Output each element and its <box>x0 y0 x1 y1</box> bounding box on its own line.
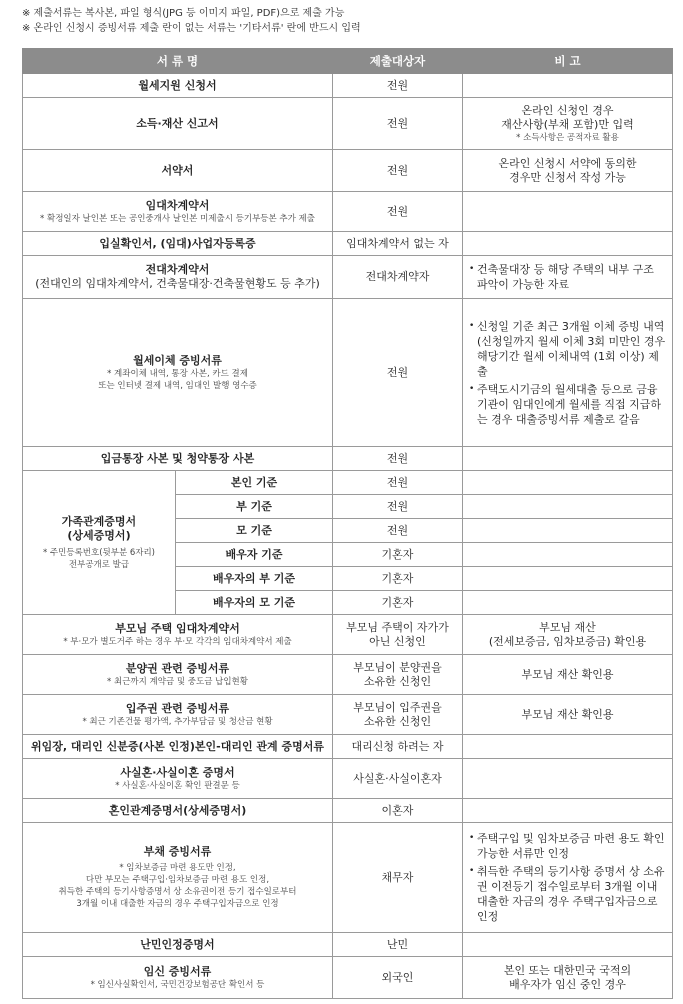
row-name: 혼인관계증명서(상세증명서) <box>108 803 247 817</box>
row-target: 외국인 <box>333 957 463 999</box>
table-row <box>23 98 673 150</box>
row-name: 서약서 <box>161 163 194 177</box>
row-remark: 부모님 재산 <box>539 620 596 634</box>
table-row <box>23 192 673 232</box>
documents-table <box>22 48 673 999</box>
row-name: 가족관계증명서 <box>61 514 137 528</box>
row-target: 전원 <box>333 471 463 495</box>
row-target: 전대차계약자 <box>333 256 463 299</box>
family-basis: 배우자의 부 기준 <box>212 571 296 585</box>
table-row <box>23 933 673 957</box>
table-row <box>23 471 673 495</box>
row-name-2: (상세증명서) <box>67 528 131 542</box>
row-target: 전원 <box>333 495 463 519</box>
row-name: 임신 증빙서류 <box>143 964 212 978</box>
row-note-2: 전부공개로 발급 <box>68 559 130 570</box>
row-target: 부모님이 입주권을 <box>353 700 442 714</box>
row-note: * 사실혼·사실이혼 확인 판결문 등 <box>115 780 240 791</box>
row-name: 분양권 관련 증빙서류 <box>125 661 230 675</box>
row-note: * 주민등록번호(뒷부분 6자리) <box>42 547 156 558</box>
row-remark-bullet: • 주택구입 및 임차보증금 마련 용도 확인 가능한 서류만 인정 <box>469 831 666 861</box>
row-target: 이혼자 <box>333 799 463 823</box>
row-note-2: 다만 부모는 주택구입·임차보증금 마련 용도 인정, <box>85 875 270 885</box>
family-basis: 본인 기준 <box>230 475 278 489</box>
row-target: 사실혼·사실이혼자 <box>333 759 463 799</box>
row-note-2: 또는 인터넷 결제 내역, 임대인 발행 영수증 <box>98 380 257 391</box>
family-basis: 모 기준 <box>236 523 272 537</box>
table-row <box>23 299 673 447</box>
table-row <box>23 823 673 933</box>
row-name: 난민인정증명서 <box>140 937 215 951</box>
table-row <box>23 735 673 759</box>
row-target-2: 아닌 신청인 <box>369 634 426 648</box>
row-remark: 온라인 신청시 서약에 동의한 <box>498 156 637 170</box>
note-1: ※ 제출서류는 복사본, 파일 형식(JPG 등 이미지 파일, PDF)으로 제출 가능 <box>22 8 345 19</box>
row-target: 임대차계약서 없는 자 <box>333 232 463 256</box>
table-row <box>23 150 673 192</box>
row-remark: 부모님 재산 확인용 <box>463 655 673 695</box>
header-document-name: 서 류 명 <box>23 49 333 74</box>
row-remark-2: 경우만 신청서 작성 가능 <box>509 170 626 184</box>
row-name-2: (전대인의 임대차계약서, 건축물대장·건축물현황도 등 추가) <box>35 277 320 290</box>
table-row <box>23 695 673 735</box>
header-target: 제출대상자 <box>333 49 463 74</box>
row-name: 입실확인서, (임대)사업자등록증 <box>99 236 256 250</box>
row-target: 전원 <box>333 74 463 98</box>
row-target: 전원 <box>333 299 463 447</box>
row-note: * 최근까지 계약금 및 중도금 납입현황 <box>107 676 248 687</box>
row-target: 기혼자 <box>333 567 463 591</box>
row-name: 부모님 주택 임대차계약서 <box>115 621 240 635</box>
row-name: 사실혼·사실이혼 증명서 <box>120 765 235 779</box>
row-target: 전원 <box>333 150 463 192</box>
row-target: 부모님 주택이 자가가 <box>346 620 449 634</box>
row-remark-bullet: • 취득한 주택의 등기사항 증명서 상 소유권 이전등기 접수일로부터 3개월 이내 대출한 자금의 경우 주택구입자금으로 인정 <box>469 864 666 924</box>
row-target-2: 소유한 신청인 <box>363 714 432 728</box>
row-remark-bullet: • 건축물대장 등 해당 주택의 내부 구조 파악이 가능한 자료 <box>469 262 666 292</box>
row-target: 기혼자 <box>333 543 463 567</box>
row-target: 기혼자 <box>333 591 463 615</box>
row-note: * 계좌이체 내역, 통장 사본, 카드 결제 <box>107 368 248 379</box>
header-remark: 비 고 <box>463 49 673 74</box>
row-remark-note: * 소득사항은 공적자료 활용 <box>516 132 619 143</box>
row-target: 부모님이 분양권을 <box>353 660 442 674</box>
row-target: 채무자 <box>333 823 463 933</box>
row-remark: 부모님 재산 확인용 <box>463 695 673 735</box>
row-name: 입주권 관련 증빙서류 <box>125 701 230 715</box>
table-row <box>23 799 673 823</box>
row-name: 소득·재산 신고서 <box>136 116 219 130</box>
family-cert-cell <box>23 471 176 615</box>
row-target: 대리신청 하려는 자 <box>333 735 463 759</box>
family-basis: 부 기준 <box>236 499 272 513</box>
row-remark-2: 배우자가 임신 중인 경우 <box>509 977 626 991</box>
row-name: 전대차계약서 <box>145 263 210 276</box>
row-name: 위임장, 대리인 신분증(사본 인정)본인-대리인 관계 증명서류 <box>31 739 324 753</box>
table-row <box>23 232 673 256</box>
row-target: 전원 <box>333 519 463 543</box>
row-note: * 확정일자 날인본 또는 공인중개사 날인본 미제출시 등기부등본 추가 제출 <box>40 213 315 224</box>
table-row <box>23 256 673 299</box>
notes <box>22 6 672 36</box>
row-note-4: 3개월 이내 대출한 자금의 경우 주택구입자금으로 인정 <box>76 899 279 909</box>
family-basis: 배우자의 모 기준 <box>212 595 296 609</box>
row-name: 임대차계약서 <box>145 198 210 212</box>
family-basis: 배우자 기준 <box>225 547 283 561</box>
row-remark-2: 재산사항(부채 포함)만 입력 <box>501 117 634 131</box>
row-name: 월세지원 신청서 <box>138 78 217 92</box>
row-target-2: 소유한 신청인 <box>363 674 432 688</box>
row-note: * 최근 기존건물 평가액, 추가부담금 및 청산금 현황 <box>82 716 273 727</box>
table-row <box>23 655 673 695</box>
row-name: 입금통장 사본 및 청약통장 사본 <box>100 451 255 465</box>
row-remark-2: (전세보증금, 임차보증금) 확인용 <box>488 634 647 648</box>
row-name: 부채 증빙서류 <box>143 845 212 858</box>
row-name: 월세이체 증빙서류 <box>133 353 222 367</box>
row-note: * 임신사실확인서, 국민건강보험공단 확인서 등 <box>90 979 265 990</box>
row-note: * 부·모가 별도거주 하는 경우 부·모 각각의 임대차계약서 제출 <box>63 636 292 647</box>
note-2: ※ 온라인 신청시 증빙서류 제출 란이 없는 서류는 '기타서류' 란에 반드시 입력 <box>22 23 361 34</box>
row-target: 전원 <box>333 98 463 150</box>
row-note-3: 취득한 주택의 등기사항증명서 상 소유권이전 등기 접수일로부터 <box>58 887 297 897</box>
table-header-row <box>23 49 673 74</box>
row-remark-bullet: • 신청일 기준 최근 3개월 이체 증빙 내역(신청일까지 월세 이체 3회 미만인 경우 해당기간 월세 이체내역 (1회 이상) 제출 <box>469 319 666 379</box>
table-row <box>23 447 673 471</box>
row-remark: 온라인 신청인 경우 <box>521 103 614 117</box>
table-row <box>23 74 673 98</box>
row-remark-bullet: • 주택도시기금의 월세대출 등으로 금융기관이 임대인에게 월세를 직접 지급하는 경우 대출증빙서류 제출로 갈음 <box>469 382 666 427</box>
row-target: 전원 <box>333 192 463 232</box>
row-note: * 임차보증금 마련 용도만 인정, <box>119 863 236 873</box>
row-target: 난민 <box>333 933 463 957</box>
table-row <box>23 759 673 799</box>
row-remark: 본인 또는 대한민국 국적의 <box>503 963 632 977</box>
table-row <box>23 957 673 999</box>
table-row <box>23 615 673 655</box>
row-target: 전원 <box>333 447 463 471</box>
